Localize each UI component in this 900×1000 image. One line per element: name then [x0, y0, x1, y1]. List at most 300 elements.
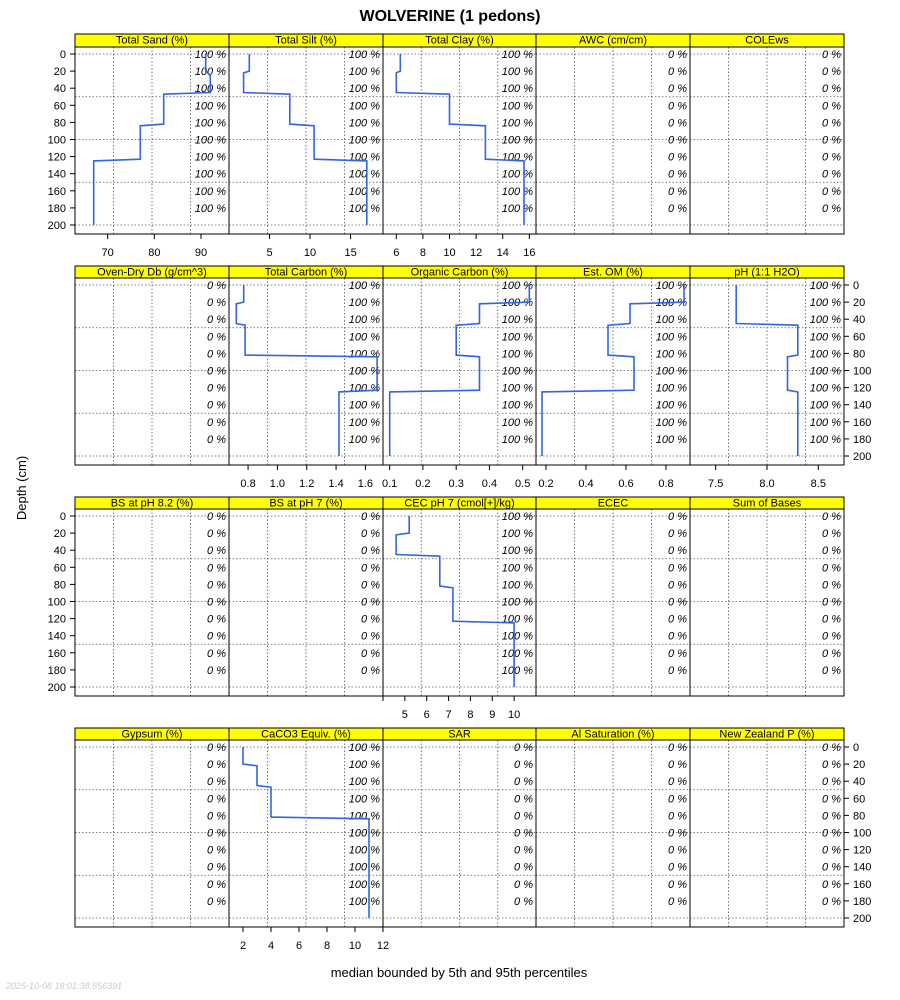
data-coverage-label: 100 %	[348, 382, 380, 395]
panel-strip-label: New Zealand P (%)	[719, 728, 815, 741]
depth-tick-label: 160	[47, 647, 66, 660]
data-coverage-label: 0 %	[822, 562, 841, 575]
data-coverage-label: 0 %	[207, 348, 226, 361]
data-coverage-label: 0 %	[668, 793, 687, 806]
data-coverage-label: 100 %	[501, 348, 533, 361]
data-coverage-label: 0 %	[822, 134, 841, 147]
data-coverage-label: 0 %	[668, 202, 687, 215]
data-coverage-label: 100 %	[501, 579, 533, 592]
data-coverage-label: 100 %	[655, 348, 687, 361]
data-coverage-label: 0 %	[207, 664, 226, 677]
data-coverage-label: 100 %	[501, 314, 533, 327]
depth-tick-label: 180	[853, 433, 872, 446]
depth-tick-label: 200	[853, 913, 872, 925]
data-coverage-label: 100 %	[348, 168, 380, 181]
panel-1-2	[229, 34, 383, 259]
y-axis-label: Depth (cm)	[14, 455, 29, 521]
data-coverage-label: 100 %	[655, 416, 687, 429]
data-coverage-label: 100 %	[348, 202, 380, 215]
data-coverage-label: 100 %	[655, 365, 687, 378]
data-coverage-label: 100 %	[348, 416, 380, 429]
data-coverage-label: 0 %	[822, 83, 841, 96]
panel-3-5	[690, 497, 844, 696]
x-tick-label: 0.4	[481, 478, 498, 490]
data-coverage-label: 0 %	[361, 664, 380, 677]
data-coverage-label: 0 %	[207, 562, 226, 575]
depth-tick-label: 60	[853, 793, 866, 806]
data-coverage-label: 100 %	[809, 297, 841, 310]
data-coverage-label: 0 %	[822, 151, 841, 164]
data-coverage-label: 0 %	[668, 810, 687, 823]
data-coverage-label: 100 %	[348, 185, 380, 198]
data-coverage-label: 100 %	[194, 117, 226, 130]
chart-title: WOLVERINE (1 pedons)	[359, 8, 541, 25]
data-coverage-label: 100 %	[348, 878, 380, 891]
x-tick-label: 0.3	[448, 478, 464, 490]
data-coverage-label: 0 %	[668, 827, 687, 840]
x-tick-label: 0.8	[658, 478, 674, 490]
data-coverage-label: 0 %	[668, 895, 687, 908]
panel-strip-label: SAR	[448, 728, 471, 741]
data-coverage-label: 100 %	[194, 185, 226, 198]
data-coverage-label: 0 %	[361, 528, 380, 541]
data-coverage-label: 100 %	[809, 331, 841, 344]
data-coverage-label: 100 %	[348, 280, 380, 292]
x-tick-label: 8	[467, 709, 474, 721]
x-tick-label: 7.5	[708, 478, 724, 490]
panel-strip-label: AWC (cm/cm)	[578, 34, 648, 47]
panel-strip-label: CaCO3 Equiv. (%)	[261, 728, 351, 741]
data-coverage-label: 100 %	[655, 399, 687, 412]
data-coverage-label: 0 %	[207, 399, 226, 412]
data-coverage-label: 0 %	[668, 878, 687, 891]
data-coverage-label: 0 %	[207, 742, 226, 754]
data-coverage-label: 0 %	[207, 528, 226, 541]
data-coverage-label: 100 %	[194, 66, 226, 79]
data-coverage-label: 100 %	[501, 630, 533, 643]
data-coverage-label: 0 %	[822, 878, 841, 891]
depth-tick-label: 140	[853, 861, 872, 874]
panel-1-1	[75, 34, 229, 259]
data-coverage-label: 0 %	[207, 647, 226, 660]
x-tick-label: 14	[496, 247, 509, 259]
data-coverage-label: 100 %	[501, 596, 533, 609]
data-coverage-label: 100 %	[348, 331, 380, 344]
panel-strip-label: BS at pH 7 (%)	[269, 497, 343, 510]
data-coverage-label: 100 %	[501, 168, 533, 181]
data-coverage-label: 100 %	[501, 647, 533, 660]
data-coverage-label: 0 %	[514, 878, 533, 891]
x-tick-label: 10	[443, 247, 456, 259]
depth-tick-label: 200	[853, 451, 872, 463]
data-coverage-label: 0 %	[668, 647, 687, 660]
panel-strip-label: Al Saturation (%)	[571, 728, 655, 741]
data-coverage-label: 100 %	[809, 433, 841, 446]
data-coverage-label: 100 %	[348, 861, 380, 874]
data-coverage-label: 0 %	[361, 511, 380, 523]
data-coverage-label: 100 %	[348, 776, 380, 789]
x-tick-label: 8.5	[810, 478, 826, 490]
data-coverage-label: 0 %	[822, 844, 841, 857]
data-coverage-label: 100 %	[194, 151, 226, 164]
depth-tick-label: 180	[853, 895, 872, 908]
x-tick-label: 5	[401, 709, 408, 721]
data-coverage-label: 100 %	[501, 151, 533, 164]
depth-tick-label: 200	[47, 220, 66, 232]
data-coverage-label: 0 %	[668, 664, 687, 677]
data-coverage-label: 0 %	[822, 895, 841, 908]
panel-2-3	[382, 266, 536, 490]
data-coverage-label: 0 %	[822, 202, 841, 215]
data-coverage-label: 100 %	[501, 545, 533, 558]
data-coverage-label: 0 %	[822, 66, 841, 79]
data-coverage-label: 100 %	[194, 168, 226, 181]
x-tick-label: 10	[303, 247, 317, 259]
panel-row-1	[48, 34, 844, 259]
data-coverage-label: 0 %	[822, 168, 841, 181]
depth-tick-label: 140	[47, 630, 66, 643]
depth-tick-label: 120	[853, 382, 872, 395]
data-coverage-label: 0 %	[668, 151, 687, 164]
data-coverage-label: 0 %	[668, 759, 687, 772]
panel-3-4	[536, 497, 690, 696]
depth-tick-label: 180	[47, 202, 66, 215]
data-coverage-label: 100 %	[501, 613, 533, 626]
x-tick-label: 0.6	[618, 478, 634, 490]
data-coverage-label: 100 %	[348, 895, 380, 908]
data-coverage-label: 0 %	[207, 280, 226, 292]
data-coverage-label: 0 %	[668, 66, 687, 79]
data-coverage-label: 100 %	[501, 100, 533, 113]
depth-tick-label: 160	[853, 878, 872, 891]
depth-tick-label: 20	[853, 297, 866, 310]
data-coverage-label: 100 %	[348, 297, 380, 310]
x-tick-label: 0.8	[240, 478, 256, 490]
data-coverage-label: 100 %	[501, 185, 533, 198]
x-tick-label: 0.4	[578, 478, 594, 490]
depth-tick-label: 100	[853, 365, 872, 378]
depth-tick-label: 180	[47, 664, 66, 677]
data-coverage-label: 0 %	[822, 827, 841, 840]
data-coverage-label: 0 %	[207, 297, 226, 310]
x-tick-label: 2	[239, 940, 247, 952]
data-coverage-label: 100 %	[348, 66, 380, 79]
panel-strip-label: pH (1:1 H2O)	[734, 266, 800, 279]
data-coverage-label: 0 %	[207, 630, 226, 643]
depth-tick-label: 160	[47, 185, 66, 198]
data-coverage-label: 100 %	[501, 134, 533, 147]
depth-tick-label: 60	[53, 100, 66, 113]
data-coverage-label: 0 %	[207, 776, 226, 789]
x-tick-label: 6	[295, 940, 303, 952]
data-coverage-label: 0 %	[822, 545, 841, 558]
data-coverage-label: 0 %	[822, 596, 841, 609]
data-coverage-label: 100 %	[655, 382, 687, 395]
data-coverage-label: 0 %	[822, 759, 841, 772]
data-coverage-label: 0 %	[822, 776, 841, 789]
data-coverage-label: 100 %	[501, 331, 533, 344]
data-coverage-label: 0 %	[361, 579, 380, 592]
data-coverage-label: 100 %	[194, 202, 226, 215]
panel-4-2	[229, 728, 389, 952]
panel-row-2	[75, 266, 871, 490]
data-coverage-label: 100 %	[348, 399, 380, 412]
data-coverage-label: 100 %	[348, 100, 380, 113]
data-coverage-label: 100 %	[348, 134, 380, 147]
panel-strip-label: Total Sand (%)	[115, 34, 189, 47]
x-tick-label: 80	[148, 247, 161, 259]
panel-strip-label: Total Clay (%)	[425, 34, 494, 47]
x-tick-label: 1.2	[299, 478, 315, 490]
data-coverage-label: 0 %	[668, 844, 687, 857]
x-axis-label: median bounded by 5th and 95th percentiles	[330, 965, 588, 980]
x-tick-label: 0.2	[415, 478, 431, 490]
data-coverage-label: 0 %	[668, 562, 687, 575]
data-coverage-label: 0 %	[668, 545, 687, 558]
data-coverage-label: 0 %	[668, 742, 687, 754]
x-tick-label: 7	[445, 709, 452, 721]
panel-4-3	[383, 728, 536, 927]
data-coverage-label: 100 %	[501, 382, 533, 395]
data-coverage-label: 0 %	[207, 314, 226, 327]
data-coverage-label: 0 %	[514, 827, 533, 840]
data-coverage-label: 0 %	[207, 895, 226, 908]
depth-tick-label: 40	[53, 545, 66, 558]
data-coverage-label: 0 %	[514, 759, 533, 772]
data-coverage-label: 0 %	[207, 861, 226, 874]
data-coverage-label: 0 %	[514, 844, 533, 857]
data-coverage-label: 100 %	[348, 83, 380, 96]
data-coverage-label: 100 %	[501, 416, 533, 429]
data-coverage-label: 0 %	[207, 579, 226, 592]
x-tick-label: 8.0	[759, 478, 775, 490]
data-coverage-label: 100 %	[809, 314, 841, 327]
panel-2-4	[536, 266, 690, 490]
data-coverage-label: 100 %	[348, 348, 380, 361]
data-coverage-label: 100 %	[348, 117, 380, 130]
x-tick-label: 4	[267, 940, 275, 952]
data-coverage-label: 0 %	[514, 776, 533, 789]
x-tick-label: 12	[470, 247, 483, 259]
data-coverage-label: 100 %	[501, 202, 533, 215]
data-coverage-label: 100 %	[348, 314, 380, 327]
panel-strip-label: Total Carbon (%)	[264, 266, 348, 279]
data-coverage-label: 100 %	[501, 562, 533, 575]
data-coverage-label: 0 %	[668, 596, 687, 609]
panel-strip-label: Est. OM (%)	[583, 266, 643, 279]
data-coverage-label: 100 %	[348, 742, 380, 754]
data-coverage-label: 100 %	[655, 280, 687, 292]
depth-tick-label: 0	[59, 511, 66, 523]
data-coverage-label: 100 %	[348, 433, 380, 446]
data-coverage-label: 100 %	[194, 134, 226, 147]
data-coverage-label: 0 %	[668, 579, 687, 592]
panel-2-2	[229, 266, 383, 490]
panel-1-5	[690, 34, 844, 234]
panel-strip-label: CEC pH 7 (cmol[+]/kg)	[404, 497, 515, 510]
x-tick-label: 10	[508, 709, 521, 721]
x-tick-label: 6	[393, 247, 400, 259]
data-coverage-label: 100 %	[501, 664, 533, 677]
x-tick-label: 70	[101, 247, 114, 259]
data-coverage-label: 100 %	[809, 399, 841, 412]
data-coverage-label: 100 %	[501, 365, 533, 378]
x-tick-label: 1.6	[357, 478, 374, 490]
x-tick-label: 90	[194, 247, 208, 259]
data-coverage-label: 100 %	[655, 297, 687, 310]
depth-tick-label: 0	[59, 49, 66, 61]
data-coverage-label: 0 %	[361, 545, 380, 558]
data-coverage-label: 100 %	[348, 793, 380, 806]
data-coverage-label: 0 %	[668, 49, 687, 61]
panel-4-5	[690, 728, 844, 927]
data-coverage-label: 0 %	[822, 793, 841, 806]
data-coverage-label: 0 %	[207, 433, 226, 446]
panel-strip-label: COLEws	[745, 34, 789, 47]
data-coverage-label: 100 %	[194, 83, 226, 96]
data-coverage-label: 0 %	[668, 185, 687, 198]
data-coverage-label: 100 %	[501, 117, 533, 130]
data-coverage-label: 0 %	[668, 861, 687, 874]
panel-strip-label: Oven-Dry Db (g/cm^3)	[97, 266, 207, 279]
data-coverage-label: 0 %	[207, 596, 226, 609]
depth-tick-label: 60	[853, 331, 866, 344]
data-coverage-label: 0 %	[822, 664, 841, 677]
panel-strip-label: Organic Carbon (%)	[410, 266, 509, 279]
data-coverage-label: 0 %	[822, 630, 841, 643]
x-tick-label: 8	[419, 247, 426, 259]
x-tick-label: 8	[323, 940, 331, 952]
x-tick-label: 0.5	[515, 478, 531, 490]
panel-3-1	[75, 497, 229, 696]
panel-4-4	[536, 728, 690, 927]
data-coverage-label: 100 %	[348, 844, 380, 857]
data-coverage-label: 100 %	[501, 511, 533, 523]
depth-tick-label: 60	[53, 562, 66, 575]
depth-tick-label: 120	[47, 151, 66, 164]
data-coverage-label: 0 %	[822, 185, 841, 198]
depth-tick-label: 200	[47, 682, 66, 694]
data-coverage-label: 0 %	[361, 613, 380, 626]
depth-tick-label: 140	[853, 399, 872, 412]
panel-strip-label: Gypsum (%)	[121, 728, 183, 741]
data-coverage-label: 0 %	[668, 134, 687, 147]
data-coverage-label: 100 %	[809, 365, 841, 378]
data-coverage-label: 100 %	[501, 433, 533, 446]
panel-3-2	[229, 497, 383, 696]
depth-tick-label: 160	[853, 416, 872, 429]
data-coverage-label: 100 %	[501, 280, 533, 292]
data-coverage-label: 100 %	[348, 810, 380, 823]
x-tick-label: 6	[423, 709, 430, 721]
panel-1-3	[383, 34, 536, 259]
data-coverage-label: 0 %	[822, 49, 841, 61]
data-coverage-label: 0 %	[822, 579, 841, 592]
data-coverage-label: 0 %	[207, 878, 226, 891]
data-coverage-label: 0 %	[668, 511, 687, 523]
x-tick-label: 16	[523, 247, 536, 259]
depth-tick-label: 40	[853, 314, 866, 327]
data-coverage-label: 0 %	[822, 528, 841, 541]
data-coverage-label: 0 %	[822, 742, 841, 754]
data-coverage-label: 0 %	[822, 613, 841, 626]
data-coverage-label: 100 %	[501, 83, 533, 96]
depth-tick-label: 100	[47, 134, 66, 147]
panels-layer	[48, 34, 872, 952]
data-coverage-label: 100 %	[348, 365, 380, 378]
x-tick-label: 0.2	[538, 478, 554, 490]
panel-4-1	[75, 728, 229, 927]
x-tick-label: 10	[348, 940, 362, 952]
data-coverage-label: 0 %	[361, 596, 380, 609]
depth-tick-label: 80	[53, 579, 66, 592]
data-coverage-label: 0 %	[822, 100, 841, 113]
data-coverage-label: 100 %	[348, 151, 380, 164]
x-tick-label: 12	[376, 940, 390, 952]
x-tick-label: 1.4	[328, 478, 344, 490]
data-coverage-label: 100 %	[655, 331, 687, 344]
depth-tick-label: 120	[853, 844, 872, 857]
data-coverage-label: 0 %	[207, 827, 226, 840]
data-coverage-label: 0 %	[822, 117, 841, 130]
panel-strip-label: Total Silt (%)	[275, 34, 337, 47]
data-coverage-label: 0 %	[668, 613, 687, 626]
data-coverage-label: 0 %	[514, 861, 533, 874]
depth-tick-label: 140	[47, 168, 66, 181]
data-coverage-label: 0 %	[207, 511, 226, 523]
data-coverage-label: 100 %	[809, 382, 841, 395]
data-coverage-label: 0 %	[822, 861, 841, 874]
panel-2-5	[690, 266, 844, 490]
data-coverage-label: 100 %	[501, 528, 533, 541]
data-coverage-label: 0 %	[207, 416, 226, 429]
panel-2-1	[75, 266, 229, 465]
data-coverage-label: 100 %	[194, 100, 226, 113]
data-coverage-label: 0 %	[207, 382, 226, 395]
x-tick-label: 15	[344, 247, 357, 259]
depth-tick-label: 120	[47, 613, 66, 626]
depth-tick-label: 80	[853, 810, 866, 823]
data-coverage-label: 100 %	[348, 49, 380, 61]
data-coverage-label: 100 %	[501, 66, 533, 79]
depth-tick-label: 100	[853, 827, 872, 840]
data-coverage-label: 0 %	[822, 810, 841, 823]
data-coverage-label: 0 %	[207, 613, 226, 626]
x-tick-label: 0.1	[382, 478, 398, 490]
x-tick-label: 1.0	[269, 478, 286, 490]
data-coverage-label: 0 %	[822, 511, 841, 523]
data-coverage-label: 100 %	[194, 49, 226, 61]
data-coverage-label: 0 %	[207, 793, 226, 806]
depth-tick-label: 40	[53, 83, 66, 96]
depth-tick-label: 20	[53, 528, 66, 541]
x-tick-label: 9	[489, 709, 496, 721]
panel-1-4	[536, 34, 690, 234]
data-coverage-label: 100 %	[501, 399, 533, 412]
panel-strip-label: Sum of Bases	[732, 497, 802, 510]
data-coverage-label: 100 %	[809, 280, 841, 292]
data-coverage-label: 0 %	[668, 83, 687, 96]
data-coverage-label: 100 %	[655, 314, 687, 327]
x-tick-label: 5	[266, 247, 273, 259]
data-coverage-label: 100 %	[809, 416, 841, 429]
data-coverage-label: 100 %	[348, 827, 380, 840]
panel-strip-label: BS at pH 8.2 (%)	[110, 497, 194, 510]
data-coverage-label: 0 %	[207, 844, 226, 857]
data-coverage-label: 0 %	[514, 742, 533, 754]
data-coverage-label: 100 %	[501, 297, 533, 310]
data-coverage-label: 0 %	[668, 168, 687, 181]
